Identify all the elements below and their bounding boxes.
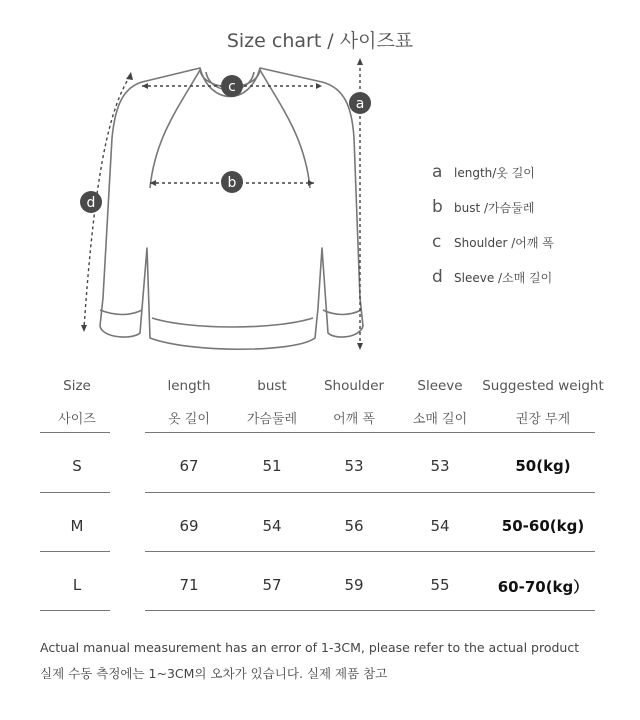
legend-key: d bbox=[432, 267, 443, 287]
cell-shoulder: 56 bbox=[344, 517, 364, 535]
page-title: Size chart / 사이즈표 bbox=[226, 30, 414, 52]
divider bbox=[40, 551, 110, 552]
header-weight-ko: 권장 무게 bbox=[515, 412, 571, 427]
legend-item-a bbox=[432, 162, 554, 197]
measurement-legend bbox=[432, 162, 554, 302]
header-size-ko: 사이즈 bbox=[58, 412, 96, 427]
cell-bust: 51 bbox=[262, 457, 282, 475]
cell-sleeve: 55 bbox=[430, 576, 450, 594]
cell-weight: 50(kg) bbox=[515, 457, 571, 475]
divider bbox=[145, 492, 595, 493]
legend-item-c bbox=[432, 232, 554, 267]
cell-shoulder: 59 bbox=[344, 576, 364, 594]
cell-shoulder: 53 bbox=[344, 457, 364, 475]
legend-key: a bbox=[432, 162, 443, 182]
measurement-note-ko: 실제 수동 측정에는 1~3CM의 오차가 있습니다. 실제 제품 참고 bbox=[40, 666, 388, 681]
legend-key: c bbox=[432, 232, 442, 252]
legend-text: Sleeve /소매 길이 bbox=[454, 271, 553, 285]
header-size: Size bbox=[63, 378, 91, 394]
badge-b-label: b bbox=[227, 175, 237, 191]
badge-c-label: c bbox=[228, 79, 236, 95]
divider bbox=[145, 610, 595, 611]
header-weight: Suggested weight bbox=[482, 378, 604, 394]
header-sleeve: Sleeve bbox=[417, 378, 463, 394]
legend-text: length/옷 길이 bbox=[454, 166, 535, 180]
measurement-note-en: Actual manual measurement has an error of 1-3CM, please refer to the actual product bbox=[40, 640, 580, 655]
header-shoulder-ko: 어깨 폭 bbox=[333, 412, 375, 427]
header-length-ko: 옷 길이 bbox=[168, 412, 210, 427]
header-bust-ko: 가슴둘레 bbox=[246, 412, 298, 427]
cell-sleeve: 53 bbox=[430, 457, 450, 475]
divider bbox=[145, 551, 595, 552]
badge-a-label: a bbox=[355, 96, 365, 112]
legend-item-b bbox=[432, 197, 554, 232]
cell-size: S bbox=[72, 457, 82, 475]
divider bbox=[145, 432, 595, 433]
badge-d bbox=[80, 191, 102, 213]
divider bbox=[40, 432, 110, 433]
legend-text: Shoulder /어깨 폭 bbox=[454, 236, 554, 250]
cell-weight: 50-60(kg) bbox=[501, 517, 585, 535]
cell-length: 71 bbox=[179, 576, 199, 594]
sweater-outline bbox=[100, 68, 363, 349]
badge-c bbox=[221, 75, 243, 97]
cell-sleeve: 54 bbox=[430, 517, 450, 535]
cell-length: 67 bbox=[179, 457, 199, 475]
legend-text: bust /가슴둘레 bbox=[454, 201, 535, 215]
cell-length: 69 bbox=[179, 517, 199, 535]
cell-size: M bbox=[70, 517, 84, 535]
divider bbox=[40, 492, 110, 493]
legend-item-d bbox=[432, 267, 554, 302]
cell-bust: 57 bbox=[262, 576, 282, 594]
divider bbox=[40, 610, 110, 611]
header-shoulder: Shoulder bbox=[323, 378, 385, 394]
header-sleeve-ko: 소매 길이 bbox=[412, 412, 468, 427]
badge-d-label: d bbox=[86, 195, 96, 211]
cell-weight: 60-70(kg） bbox=[497, 578, 589, 596]
cell-bust: 54 bbox=[262, 517, 282, 535]
sweater-diagram bbox=[60, 48, 400, 368]
legend-key: b bbox=[432, 197, 443, 217]
header-length: length bbox=[167, 378, 211, 394]
cell-size: L bbox=[72, 576, 82, 594]
badge-a bbox=[349, 92, 371, 114]
badge-b bbox=[221, 171, 243, 193]
header-bust: bust bbox=[257, 378, 287, 394]
